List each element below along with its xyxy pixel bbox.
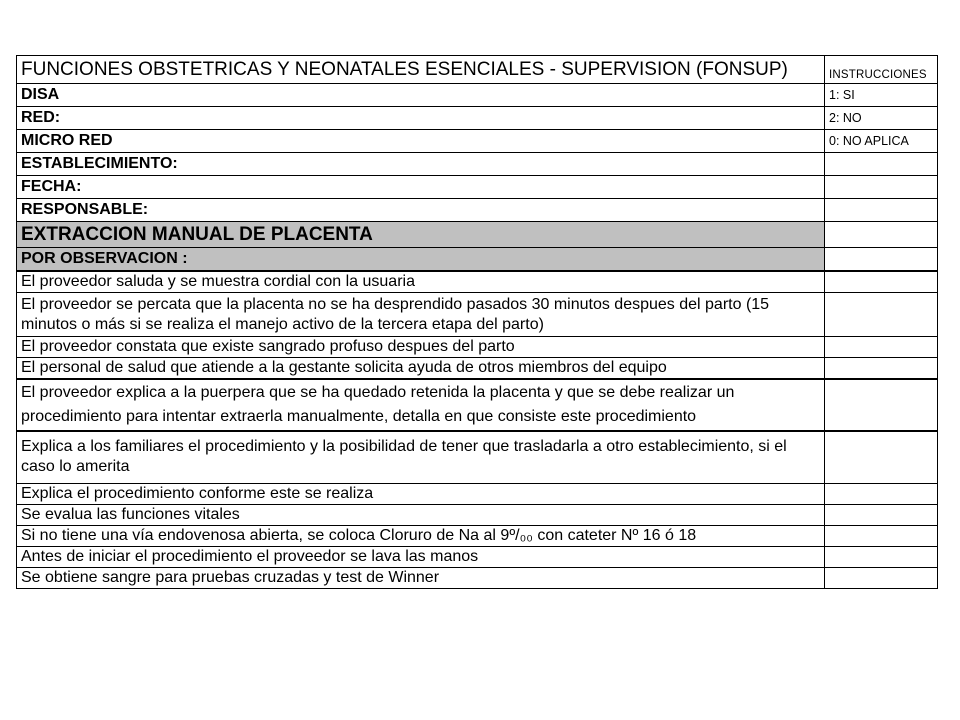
checklist-item: Explica el procedimiento conforme este se realiza [17,483,825,504]
table-row [17,525,938,546]
answer-cell[interactable] [825,483,938,504]
table-row [17,337,938,358]
subsection-title: POR OBSERVACION : [17,248,825,272]
table-row [17,379,938,431]
title-row [17,56,938,84]
header-field-establecimiento[interactable]: ESTABLECIMIENTO: [17,153,825,176]
checklist-item: Se evalua las funciones vitales [17,504,825,525]
checklist-item: El proveedor constata que existe sangrado profuso despues del parto [17,337,825,358]
checklist-item: El proveedor se percata que la placenta no se ha desprendido pasados 30 minutos despues del parto (15 minutos o más si se realiza el manejo activo de la tercera etapa del parto) [17,293,825,337]
table-row [17,504,938,525]
checklist-item: Se obtiene sangre para pruebas cruzadas y test de Winner [17,567,825,588]
table-row [17,271,938,293]
section-title: EXTRACCION MANUAL DE PLACENTA [17,222,825,248]
header-answer-cell[interactable] [825,176,938,199]
answer-cell[interactable] [825,358,938,380]
instruction-no: 2: NO [825,107,938,130]
section-row [17,222,938,248]
instruction-si: 1: SI [825,84,938,107]
table-row [17,546,938,567]
answer-cell[interactable] [825,567,938,588]
answer-cell[interactable] [825,271,938,293]
answer-cell[interactable] [825,337,938,358]
table-row [17,293,938,337]
answer-cell[interactable] [825,293,938,337]
answer-cell[interactable] [825,525,938,546]
answer-cell[interactable] [825,379,938,431]
table-row [17,567,938,588]
checklist-item: El proveedor explica a la puerpera que se ha quedado retenida la placenta y que se debe realizar un procedimiento para intentar extraerla manualmente, detalla en que consiste este procedimiento [17,379,825,431]
header-row-fecha [17,176,938,199]
section-answer-cell [825,222,938,248]
answer-cell[interactable] [825,546,938,567]
instruction-no-aplica: 0: NO APLICA [825,130,938,153]
header-field-responsable[interactable]: RESPONSABLE: [17,199,825,222]
table-row [17,431,938,483]
instructions-header: INSTRUCCIONES [825,56,938,84]
header-field-micro-red[interactable]: MICRO RED [17,130,825,153]
header-answer-cell[interactable] [825,199,938,222]
answer-cell[interactable] [825,504,938,525]
header-row-micro-red [17,130,938,153]
table-row [17,358,938,380]
checklist-item: Explica a los familiares el procedimiento y la posibilidad de tener que trasladarla a otro establecimiento, si el caso lo amerita [17,431,825,483]
supervision-form-table [16,55,938,589]
header-field-disa[interactable]: DISA [17,84,825,107]
header-row-establecimiento [17,153,938,176]
checklist-item: Si no tiene una vía endovenosa abierta, se coloca Cloruro de Na al 9º/₀₀ con cateter Nº 16 ó 18 [17,525,825,546]
answer-cell[interactable] [825,431,938,483]
checklist-item: El personal de salud que atiende a la gestante solicita ayuda de otros miembros del equipo [17,358,825,380]
table-row [17,483,938,504]
header-answer-cell[interactable] [825,153,938,176]
header-row-red [17,107,938,130]
form-title: FUNCIONES OBSTETRICAS Y NEONATALES ESENCIALES - SUPERVISION (FONSUP) [17,56,825,84]
header-field-red[interactable]: RED: [17,107,825,130]
checklist-item: Antes de iniciar el procedimiento el proveedor se lava las manos [17,546,825,567]
header-row-responsable [17,199,938,222]
header-field-fecha[interactable]: FECHA: [17,176,825,199]
subsection-answer-cell [825,248,938,272]
subsection-row [17,248,938,272]
checklist-item: El proveedor saluda y se muestra cordial con la usuaria [17,271,825,293]
header-row-disa [17,84,938,107]
